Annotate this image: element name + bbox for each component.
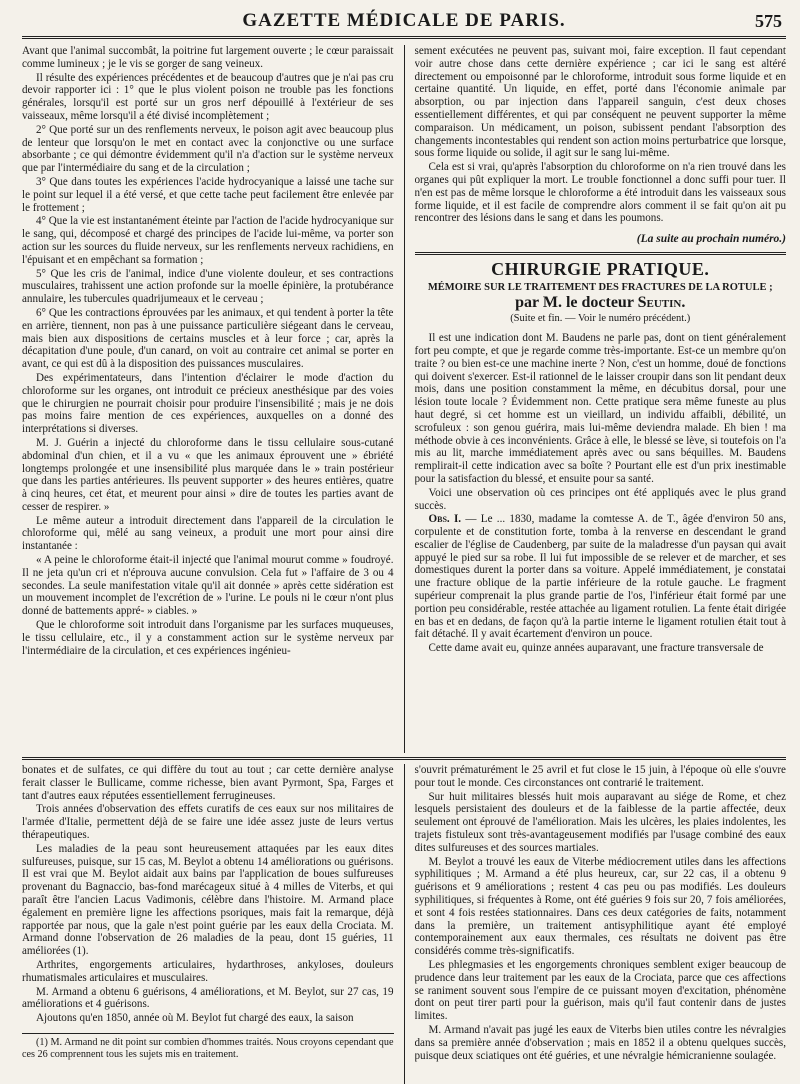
author-name: Seutin. — [637, 293, 686, 311]
paragraph: Il résulte des expériences précédentes et de beaucoup d'autres que je n'ai pas cru devoir rapporter ici : 1° que le plus violent poison ne trouble pas les fonctions générales, lorsqu'il est porté sur un gros nerf dépouillé à l'extérieur de ses vaisseaux, même lorsqu'il a été divisé incomplètement ; — [22, 71, 394, 122]
paragraph: bonates et de sulfates, ce qui diffère du tout au tout ; car cette dernière analyse ferait classer le Bullicame, comme richesse, bien avant Pyrmont, Spa, Farges et tant d'autres eaux réputées essentiellement ferrugineuses. — [22, 764, 394, 802]
right-column — [415, 45, 787, 753]
paragraph: M. Beylot a trouvé les eaux de Viterbe médiocrement utiles dans les affections syphilitiques ; M. Armand a été plus heureux, car, sur 22 cas, il a obtenu 9 guérisons et 9 améliorations ; restent 4 cas peu ou pas modifiés. Les douleurs syphilitiques, si fréquentes à Rome, ont été guéries 9 fois sur 20, 7 fois améliorées, et sont 4 fois restées stationnaires. Dans ces deux catégories de faits, notamment dans la première, un traitement antisyphilitique ayant été employé contemporainement aux eaux thermales, ces résultats ne doivent pas être considérés comme très-significatifs. — [414, 855, 786, 958]
paragraph: Voici une observation où ces principes ont été appliqués avec le plus grand succès. — [414, 486, 786, 512]
paragraph: Ajoutons qu'en 1850, année où M. Beylot fut chargé des eaux, la saison — [36, 1012, 354, 1025]
section-title: CHIRURGIE PRATIQUE. — [415, 252, 787, 276]
page-header — [22, 6, 786, 39]
column-divider — [404, 45, 405, 753]
paragraph: Arthrites, engorgements articulaires, hydarthroses, ankyloses, douleurs rhumatismales articulaires et musculaires. — [22, 958, 394, 984]
lower-right-column — [415, 764, 787, 1084]
paragraph: Cela est si vrai, qu'après l'absorption du chloroforme on n'a rien trouvé dans les organes qui pût expliquer la mort. Le trouble fonctionnel a donc suffi pour tuer. Il n'en est pas de même lorsque le chloroforme a été introduit dans les vaisseaux sous forme liquide, et il est facile de comprendre alors comment il se fait qu'on ait pu rencontrer des lésions dans le sang et dans les poumons. — [414, 161, 786, 225]
paragraph: M. Armand a obtenu 6 guérisons, 4 améliorations, et M. Beylot, sur 27 cas, 19 améliorations et 4 guérisons. — [22, 985, 394, 1011]
page-number: 575 — [755, 11, 782, 31]
footnote-text: (1) M. Armand ne dit point sur combien d'hommes traités. Nous croyons cependant que ces 26 comprennent tous les sujets mis en traitement. — [22, 1036, 394, 1060]
journal-title: GAZETTE MÉDICALE DE PARIS. — [242, 10, 566, 31]
paragraph: M. Armand n'avait pas jugé les eaux de Viterbs bien utiles contre les névralgies dans sa première année d'observation ; mais en 1852 il a obtenu quelques succès, puisque deux sciatiques ont été guéries, et une névralgie hémicranienne soulagée. — [414, 1023, 786, 1062]
paragraph: 2° Que porté sur un des renflements nerveux, le poison agit avec beaucoup plus de lenteur que lorsqu'on le met en contact avec la conjonctive ou une surface absorbante ; ce qui démontre évidemment qu'il n'a d'action sur le système nerveux que par l'intermédiaire du sang et de la circulation ; — [22, 123, 394, 175]
paragraph: Que le chloroforme soit introduit dans l'organisme par les surfaces muqueuses, le tissu cellulaire, etc., il y a constamment action sur le système nerveux par l'intermédiaire de la circulation, et ces expériences ingénieu- — [22, 619, 394, 657]
observation-paragraph — [415, 513, 787, 641]
paragraph: Le même auteur a introduit directement dans l'appareil de la circulation le chloroforme qui, mêlé au sang veineux, a produit une mort pour ainsi dire instantanée : — [22, 514, 394, 553]
upper-columns — [22, 45, 786, 753]
author-line — [415, 293, 787, 311]
footnote — [22, 1033, 394, 1061]
paragraph: Il est une indication dont M. Baudens ne parle pas, dont on tient généralement fort peu compte, et que je regarde comme très-importante. Est-ce un membre qu'on traite ? ou bien est-ce une machine inerte ? Non, c'est un homme, doué de fonctions qui doivent s'exercer. Est-il rationnel de le laisser croupir dans son lit pendant deux mois, dans une position constamment la même, en décubitus dorsal, pour une lésion toute locale ? Évidemment non. Cette pratique sera même funeste au plus haut degré, si cet homme est un vieillard, un individu affaibli, débilité, un scrofuleux : son genou guérira, mais lui-même deviendra malade. Eh bien ! ma méthode obvie à ces inconvénients. Grâce à elle, le blessé se lève, si toutefois on l'a mis au lit, marche immédiatement après avec ou sans béquilles. M. Baudens remplirait-il cette indication avec sa boîte ? Pourtant elle est d'un prix inestimable pour la satisfaction du blessé, et ensuite pour sa santé. — [414, 332, 786, 485]
paragraph: Cette dame avait eu, quinze années auparavant, une fracture transversale de — [428, 642, 764, 655]
paragraph: Les phlegmasies et les engorgements chroniques semblent exiger beaucoup de prudence dans leur traitement par les eaux de la Crociata, parce que ces affections se raniment souvent sous l'empire de ce puissant moyen d'excitation, phénomène dont on peut tirer parti pour la guérison, mais qu'il faut contenir dans de justes limites. — [414, 958, 786, 1023]
paragraph: Des expérimentateurs, dans l'intention d'éclairer le mode d'action du chloroforme sur les organes, ont introduit ce précieux anesthésique par des voies que le chirurgien ne pourrait choisir pour produire l'insensibilité ; mais je ne dois pas moins faire mention de ces expériences, auxquelles on a donné des interprétations si diverses. — [22, 371, 394, 436]
memoir-title: MÉMOIRE SUR LE TRAITEMENT DES FRACTURES DE LA ROTULE ; — [427, 281, 773, 293]
continuation-subnote: (Suite et fin. — Voir le numéro précédent.) — [510, 313, 691, 325]
observation-label: Obs. I. — [428, 513, 462, 526]
paragraph: Avant que l'animal succombât, la poitrine fut largement ouverte ; le cœur paraissait comme lumineux ; je le vis se gorger de sang veineux. — [22, 45, 394, 70]
column-divider — [404, 764, 405, 1084]
left-column — [22, 45, 394, 753]
paragraph: sement exécutées ne peuvent pas, suivant moi, faire exception. Il faut cependant voir autre chose dans cette dernière expérience ; car ici le sang est altéré directement ou empoisonné par le chloroforme, introduit sous forme liquide et en certaine quantité. Un liquide, en effet, porté dans l'économie animale par absorption, ou par injection dans l'appareil sanguin, c'est deux choses essentiellement différentes, et qui par conséquent ne peuvent supporter la même comparaison. Un médicament, un poison, subissent pendant l'absorption des changements incontestables qui rendent son action moins perturbatrice que lorsque, sous forme liquide ou solide, il agit sur le sang lui-même. — [414, 45, 786, 160]
paragraph: s'ouvrit prématurément le 25 avril et fut close le 15 juin, à l'époque où elle s'ouvre pour tout le monde. Ces circonstances ont contrarié le traitement. — [414, 764, 786, 789]
continuation-note: (La suite au prochain numéro.) — [636, 233, 786, 246]
paragraph: « A peine le chloroforme était-il injecté que l'animal mourut comme » foudroyé. Il ne jeta qu'un cri et n'éprouva aucune convulsion. Cela fut » l'affaire de 3 ou 4 secondes. La seule manifestation vitale qu'il ait donnée » après cette sidération est un mouvement incomplet de l'excrétion de » l'urine. Le pouls ni le cœur n'ont plus donné de battements appré- » ciables. » — [22, 554, 394, 618]
paragraph: Trois années d'observation des effets curatifs de ces eaux sur nos militaires de l'armée d'Italie, permettent déjà de se faire une idée assez juste de leurs vertus thérapeutiques. — [22, 803, 394, 841]
lower-left-column — [22, 764, 394, 1084]
paragraph: 4° Que la vie est instantanément éteinte par l'action de l'acide hydrocyanique sur le sang, qui, décomposé et chargé des principes de l'acide lui-même, va porter son action sur les sources du fluide nerveux, sur les renflements nerveux rachidiens, en l'épuisant et en empêchant sa formation ; — [22, 215, 394, 266]
section-separator — [22, 757, 786, 760]
paragraph: 6° Que les contractions éprouvées par les animaux, et qui tendent à porter la tête en arrière, tiennent, non pas à une puissance particulière siégeant dans le cerveau, mais bien aux dispositions de certains muscles et à leur force ; car, après la décapitation d'une poule, d'un canard, on voit au contraire cet animal se porter en avant, ce qui est dû à la disposition des puissances musculaires. — [22, 306, 394, 371]
lower-columns — [22, 764, 786, 1084]
paragraph: M. J. Guérin a injecté du chloroforme dans le tissu cellulaire sous-cutané abdominal d'un chien, et il a vu « que les animaux éprouvent une » ébriété longtemps prolongée et une insensibilité plus marquée dans le » train postérieur que dans les parties antérieures. Ils peuvent supporter » des heures entières, quatre à cinq heures, cet état, et meurent pour ainsi » dire de toutes les parties avant de cesser de respirer. » — [22, 436, 394, 513]
author-prefix: par M. le docteur — [515, 293, 634, 311]
paragraph: Sur huit militaires blessés huit mois auparavant au siége de Rome, et chez lesquels persistaient des douleurs et de la faiblesse de la partie affectée, deux seulement ont éprouvé de l'amélioration. Mais les ulcères, les plaies indolentes, les trajets fistuleux sont très-avantageusement modifiés par l'usage combiné des eaux dites sulfureuses et des sources martiales. — [414, 790, 786, 854]
paragraph: 5° Que les cris de l'animal, indice d'une violente douleur, et ses contractions musculaires, trahissent une action profonde sur la moelle épinière, la protubérance annulaire, les tubercules quadrijumeaux et le cerveau ; — [22, 267, 394, 306]
observation-text: — Le ... 1830, madame la comtesse A. de T., âgée d'environ 50 ans, corpulente et de constitution forte, tomba à la renverse en descendant le grand escalier de l'église de Caudenberg, par suite de la maladresse d'un paysan qui avait appuyé le pied sur sa robe. Il lui fut impossible de se relever et de marcher, et ses domestiques durent la porter dans sa voiture. Appelé immédiatement, je constatai une fracture oblique de la partie inférieure de la rotule gauche. Le fragment supérieur comprenait la plus grande partie de l'os, l'inférieur était formé par une portion peu considérable, restée attachée au ligament rotulien. La fente était dirigée en bas et en dedans, de façon qu'à la partie interne le ligament rotulien était tout à fait détaché. Il y avait écartement d'environ un pouce. — [414, 513, 786, 641]
paragraph: 3° Que dans toutes les expériences l'acide hydrocyanique a laissé une tache sur le point sur lequel il a été versé, et que cette tache peut facilement être enlevée par le frottement ; — [22, 175, 394, 214]
paragraph: Les maladies de la peau sont heureusement attaquées par les eaux dites sulfureuses, puisque, sur 15 cas, M. Beylot a obtenu 14 améliorations ou guérisons. Il est vrai que M. Beylot aidait aux bains par l'application de boues sulfureuses provenant du Bagnaccio, bas-fond marécageux situé à 4 milles de Viterbs, et qui paraît être l'ancien Lacus Vadimonis, célèbre dans l'histoire. M. Armand place également en première ligne les affections psoriques, mais fait la remarque, déjà rapportée par nous, que la gale n'est point guérie par les eaux della Crociata. M. Armand donne l'observation de 26 maladies de la peau, dont 15 guéries, 11 améliorées (1). — [22, 842, 394, 958]
